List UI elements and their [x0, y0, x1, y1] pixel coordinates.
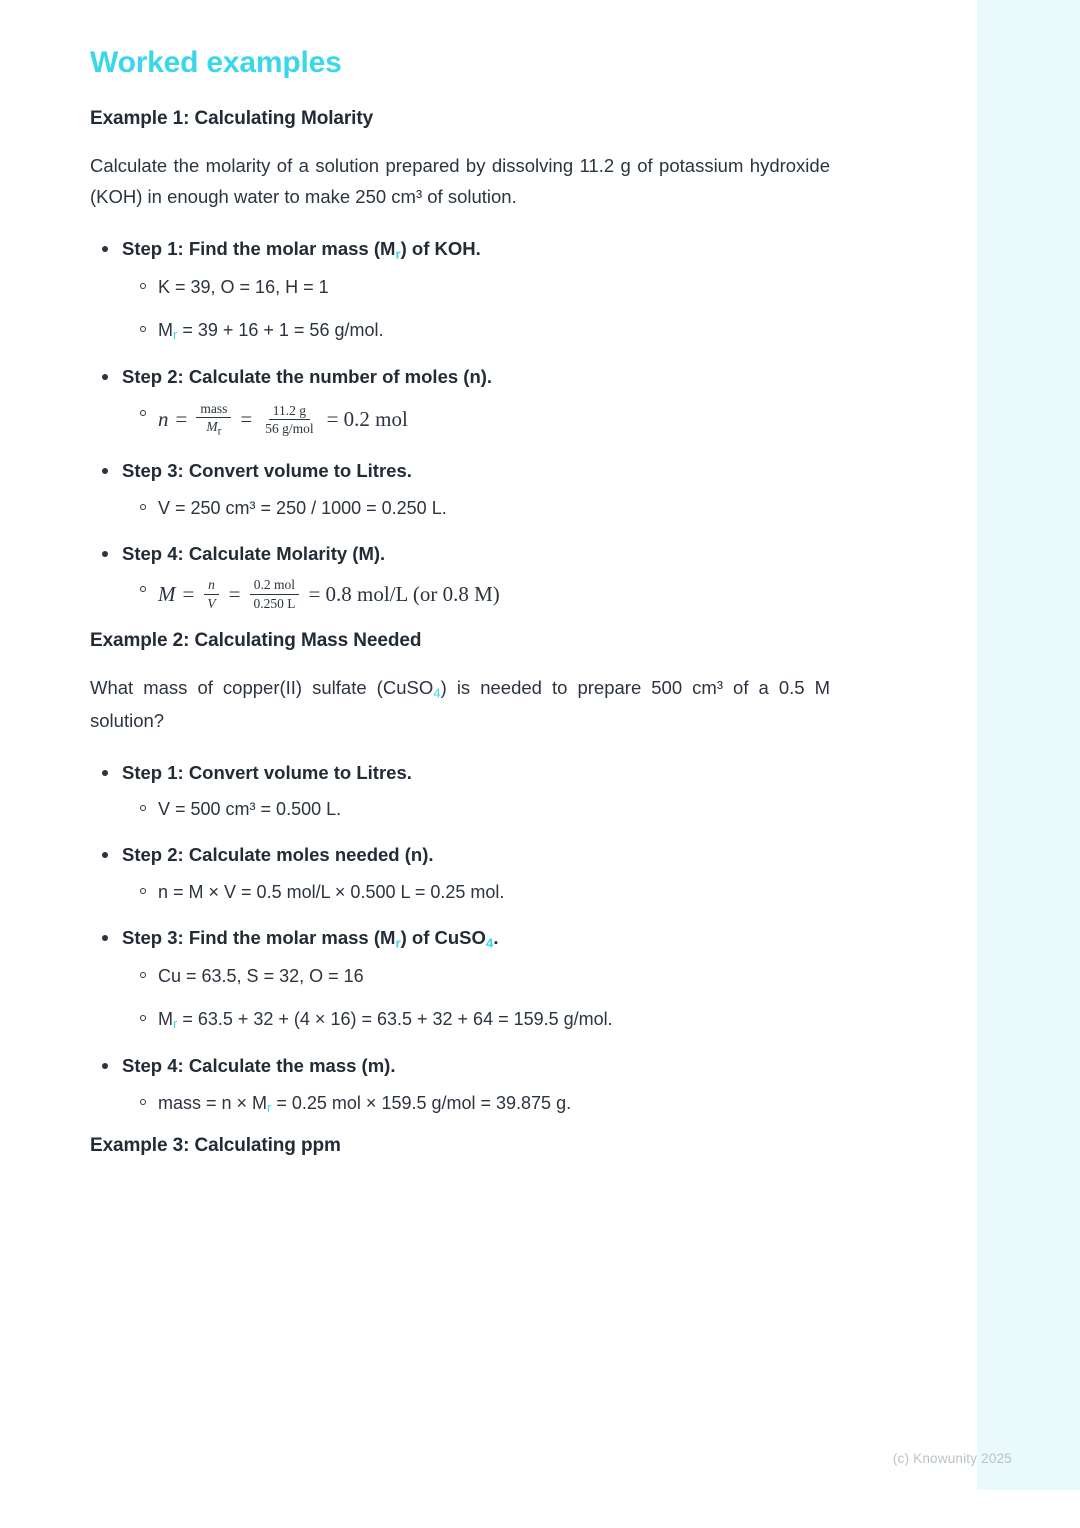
- subscript: r: [395, 935, 401, 951]
- fraction-denominator: 56 g/mol: [265, 421, 314, 437]
- equation-lhs: n: [158, 407, 169, 432]
- prompt-text: What mass of copper(II) sulfate (CuSO: [90, 676, 434, 698]
- substep-list: [122, 879, 830, 906]
- fraction-values: [261, 403, 317, 437]
- step-title: Step 2: Calculate the number of moles (n).: [122, 366, 493, 388]
- substep-item: [122, 1006, 830, 1034]
- subscript: r: [395, 246, 401, 262]
- equals-sign: =: [182, 581, 195, 606]
- document-content: [90, 44, 830, 1177]
- substep-text-end: = 0.25 mol × 159.5 g/mol = 39.875 g.: [271, 1092, 572, 1113]
- step-item: [90, 457, 830, 522]
- step-item: [90, 540, 830, 612]
- equals-sign: =: [228, 581, 241, 606]
- substep-item: n = M × V = 0.5 mol/L × 0.500 L = 0.25 mol.: [122, 879, 830, 906]
- equals-sign: =: [175, 407, 188, 432]
- substep-item: [122, 317, 830, 345]
- substep-list: [122, 1090, 830, 1118]
- decorative-side-band-gap: [969, 0, 977, 1490]
- substep-list: [122, 495, 830, 522]
- substep-list: [122, 577, 830, 611]
- substep-text-end: = 63.5 + 32 + (4 × 16) = 63.5 + 32 + 64 = 159.5 g/mol.: [177, 1009, 613, 1030]
- example-3-heading: Example 3: Calculating ppm: [90, 1135, 341, 1157]
- step-title: Step 3: Convert volume to Litres.: [122, 459, 412, 481]
- step-title-text: Step 1: Find the molar mass (M: [122, 238, 396, 260]
- step-title-text-end: ) of KOH.: [400, 238, 481, 260]
- substep-text-end: = 39 + 16 + 1 = 56 g/mol.: [177, 320, 384, 341]
- subscript: 4: [485, 935, 494, 951]
- fraction-n-over-v: [203, 577, 219, 611]
- step-title-text: Step 3: Find the molar mass (M: [122, 927, 396, 949]
- step-title: Step 4: Calculate the mass (m).: [122, 1054, 396, 1076]
- equation-result: = 0.2 mol: [326, 407, 408, 432]
- step-item: [90, 759, 830, 824]
- substep-list: [122, 401, 830, 439]
- subscript: r: [173, 327, 178, 343]
- subscript: r: [267, 1099, 272, 1115]
- fraction-numerator: 11.2 g: [269, 403, 310, 421]
- step-title: Step 2: Calculate moles needed (n).: [122, 844, 434, 866]
- substep-item: K = 39, O = 16, H = 1: [122, 274, 830, 301]
- example-2-heading: Example 2: Calculating Mass Needed: [90, 629, 422, 651]
- step-item: [90, 1052, 830, 1117]
- substep-item: [122, 1090, 830, 1118]
- example-1-steps: [90, 235, 830, 611]
- step-item: [90, 924, 830, 1034]
- fraction-numerator: n: [204, 577, 219, 595]
- fraction-numerator: mass: [196, 401, 231, 419]
- watermark: (c) Knowunity 2025: [892, 1451, 1012, 1466]
- page-title: Worked examples: [90, 46, 342, 79]
- subscript: 4: [433, 684, 441, 700]
- fraction-denominator-text: M: [206, 419, 218, 435]
- substep-item-equation: [122, 401, 830, 439]
- decorative-side-band: [970, 0, 1080, 1490]
- prompt-text-end: ) is needed to prepare 500 cm³ of a 0.5 M solution?: [90, 676, 830, 731]
- substep-item: V = 250 cm³ = 250 / 1000 = 0.250 L.: [122, 495, 830, 522]
- step-title: Step 4: Calculate Molarity (M).: [122, 542, 386, 564]
- subscript: r: [173, 1016, 178, 1032]
- substep-text: M: [158, 320, 173, 341]
- substep-list: [122, 796, 830, 823]
- substep-list: [122, 963, 830, 1034]
- example-1-prompt: Calculate the molarity of a solution prepared by dissolving 11.2 g of potassium hydroxide (KOH) in enough water to make 250 cm³ of solution.: [90, 154, 830, 208]
- fraction-denominator: [202, 418, 225, 439]
- step-title-text-end: .: [493, 927, 499, 949]
- substep-text: mass = n × M: [158, 1092, 268, 1113]
- fraction-denominator: 0.250 L: [253, 595, 296, 611]
- step-title: [122, 235, 830, 264]
- equation-molarity: [158, 577, 500, 611]
- fraction-mass-over-mr: [196, 401, 231, 439]
- example-1-heading: Example 1: Calculating Molarity: [90, 107, 374, 129]
- fraction-numerator: 0.2 mol: [250, 577, 299, 595]
- step-item: [90, 841, 830, 906]
- step-title: [122, 924, 830, 953]
- step-item: [90, 363, 830, 439]
- equation-lhs: M: [158, 581, 176, 606]
- step-title-text-mid: ) of CuSO: [400, 927, 486, 949]
- example-2-prompt: [90, 672, 830, 737]
- fraction-values: [249, 577, 299, 611]
- substep-list: [122, 274, 830, 345]
- fraction-denominator: V: [207, 595, 216, 611]
- equation-moles: [158, 401, 408, 439]
- substep-item: Cu = 63.5, S = 32, O = 16: [122, 963, 830, 990]
- equals-sign: =: [240, 407, 253, 432]
- substep-text: M: [158, 1009, 173, 1030]
- step-title: Step 1: Convert volume to Litres.: [122, 761, 412, 783]
- example-2-steps: [90, 759, 830, 1118]
- equation-result: = 0.8 mol/L (or 0.8 M): [308, 581, 500, 606]
- substep-item: V = 500 cm³ = 0.500 L.: [122, 796, 830, 823]
- substep-item-equation: [122, 577, 830, 611]
- subscript: r: [217, 426, 222, 439]
- step-item: [90, 235, 830, 345]
